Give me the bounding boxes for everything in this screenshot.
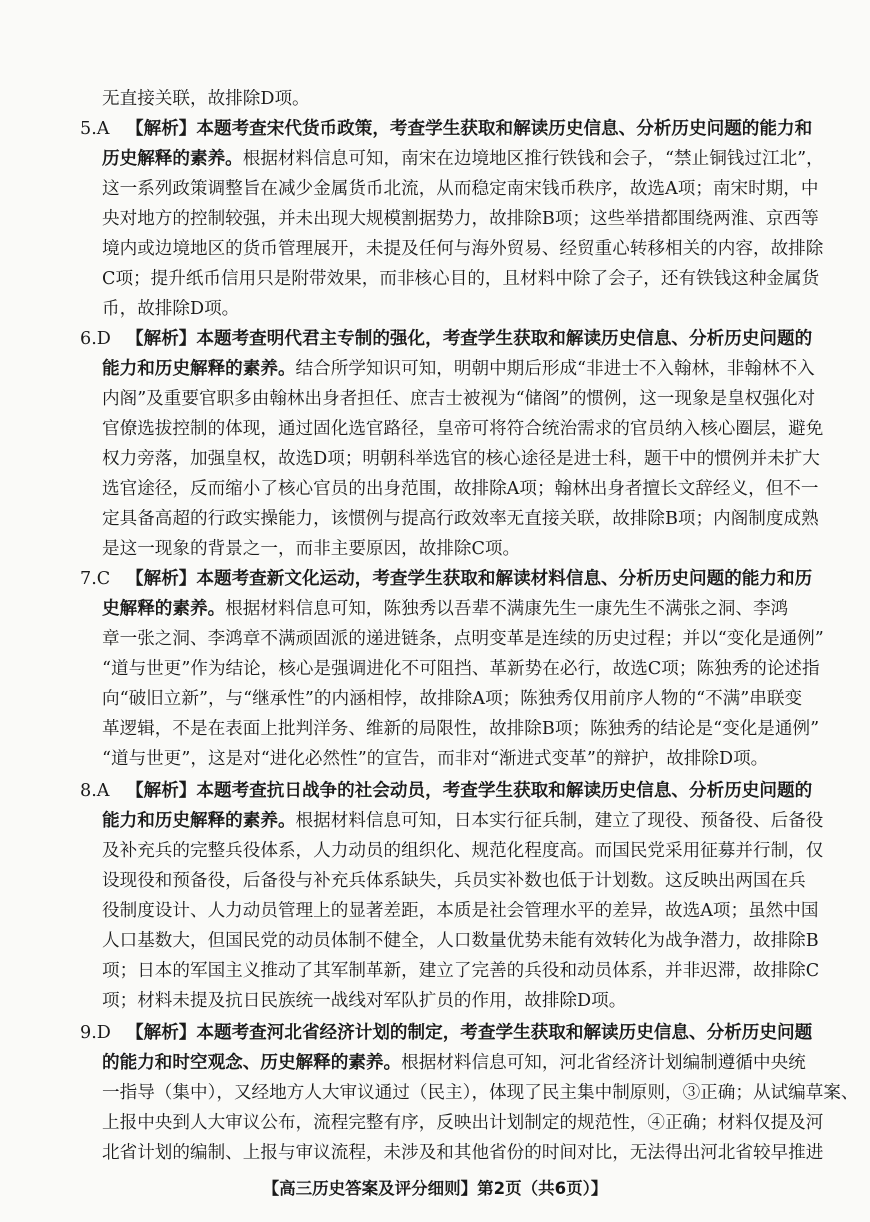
item-5-line: 央对地方的控制较强，并未出现大规模割据势力，故排除B项；这些举措都围绕两淮、京西等 <box>102 209 819 229</box>
item-8-line: 项；日本的军国主义推动了其军制革新，建立了完善的兵役和动员体系，并非迟滞，故排除C <box>102 961 820 981</box>
page-footer: 【高三历史答案及评分细则】第2页（共6页）】 <box>262 1179 608 1198</box>
item-6-line: 选官途径，反而缩小了核心官员的出身范围，故排除A项；翰林出身者擅长文辞经义，但不一 <box>102 479 819 499</box>
item-heading: 本题考查抗日战争的社会动员，考查学生获取和解读历史信息、分析历史问题的 <box>196 781 813 801</box>
item-6-line: 定具备高超的行政实操能力，该惯例与提高行政效率无直接关联，故排除B项；内阁制度成熟 <box>102 509 819 529</box>
analysis-tag: 【解析】 <box>126 329 197 349</box>
item-8-line: 项；材料未提及抗日民族统一战线对军队扩员的作用，故排除D项。 <box>102 991 627 1011</box>
item-9-line: 北省计划的编制、上报与审议流程，未涉及和其他省份的时间对比，无法得出河北省较早推进 <box>102 1143 824 1163</box>
item-number: 9.D <box>80 1023 111 1043</box>
item-8-line: 能力和历史解释的素养。根据材料信息可知，日本实行征兵制，建立了现役、预备役、后备役 <box>102 811 824 831</box>
item-8-lead <box>0 778 870 804</box>
item-heading: 本题考查新文化运动，考查学生获取和解读材料信息、分析历史问题的能力和历 <box>196 569 813 589</box>
item-5-line: C项；提升纸币信用只是附带效果，而非核心目的，且材料中除了会子，还有铁钱这种金属货 <box>102 269 820 289</box>
intro-line: 无直接关联，故排除D项。 <box>102 89 310 109</box>
item-heading: 本题考查宋代货币政策，考查学生获取和解读历史信息、分析历史问题的能力和 <box>196 119 813 139</box>
item-5-lead <box>0 116 870 142</box>
item-7-line: 向“破旧立新”，与“继承性”的内涵相悖，故排除A项；陈独秀仅用前序人物的“不满”串联变 <box>102 689 803 709</box>
item-7-line: 史解释的素养。根据材料信息可知，陈独秀以吾辈不满康先生一康先生不满张之洞、李鸿 <box>102 599 789 619</box>
item-6-line: 能力和历史解释的素养。结合所学知识可知，明朝中期后形成“非进士不入翰林，非翰林不入 <box>102 359 815 379</box>
analysis-tag: 【解析】 <box>126 569 197 589</box>
item-number: 7.C <box>80 569 111 589</box>
item-6-lead <box>0 326 870 352</box>
item-6-line: 是这一现象的背景之一，而非主要原因，故排除C项。 <box>102 539 521 559</box>
analysis-tag: 【解析】 <box>126 1023 197 1043</box>
analysis-tag: 【解析】 <box>126 781 197 801</box>
item-7-line: “道与世更”，这是对“进化必然性”的宣告，而非对“渐进式变革”的辩护，故排除D项。 <box>102 749 769 769</box>
item-heading: 本题考查河北省经济计划的制定，考查学生获取和解读历史信息、分析历史问题 <box>196 1023 813 1043</box>
item-8-line: 人口基数大，但国民党的动员体制不健全，人口数量优势未能有效转化为战争潜力，故排除B <box>102 931 819 951</box>
item-number: 6.D <box>80 329 111 349</box>
item-heading: 本题考查明代君主专制的强化，考查学生获取和解读历史信息、分析历史问题的 <box>196 329 813 349</box>
item-7-line: 革逻辑，不是在表面上批判洋务、维新的局限性，故排除B项；陈独秀的结论是“变化是通例” <box>102 719 820 739</box>
item-5-line: 这一系列政策调整旨在减少金属货币北流，从而稳定南宋钱币秩序，故选A项；南宋时期，中 <box>102 179 819 199</box>
item-6-line: 内阁”及重要官职多由翰林出身者担任、庶吉士被视为“储阁”的惯例，这一现象是皇权强化对 <box>102 389 816 409</box>
item-number: 5.A <box>80 119 110 139</box>
item-number: 8.A <box>80 781 110 801</box>
item-6-line: 权力旁落，加强皇权，故选D项；明朝科举选官的核心途径是进士科，题干中的惯例并未扩大 <box>102 449 820 469</box>
item-6-line: 官僚选拔控制的体现，通过固化选官路径，皇帝可将符合统治需求的官员纳入核心圈层，避免 <box>102 419 824 439</box>
item-9-line: 的能力和时空观念、历史解释的素养。根据材料信息可知，河北省经济计划编制遵循中央统 <box>102 1053 806 1073</box>
item-7-line: “道与世更”作为结论，核心是强调进化不可阻挡、革新势在必行，故选C项；陈独秀的论述指 <box>102 659 820 679</box>
item-8-line: 设现役和预备役，后备役与补充兵体系缺失，兵员实补数也低于计划数。这反映出两国在兵 <box>102 871 806 891</box>
item-5-line: 币，故排除D项。 <box>102 299 240 319</box>
item-9-line: 一指导（集中），又经地方人大审议通过（民主），体现了民主集中制原则，③正确；从试编草案、 <box>102 1083 859 1103</box>
item-9-lead <box>0 1020 870 1046</box>
analysis-tag: 【解析】 <box>126 119 197 139</box>
item-5-line: 历史解释的素养。根据材料信息可知，南宋在边境地区推行铁钱和会子，“禁止铜钱过江北”， <box>102 149 824 169</box>
item-8-line: 及补充兵的完整兵役体系，人力动员的组织化、规范化程度高。而国民党采用征募并行制，仅 <box>102 841 824 861</box>
item-7-lead <box>0 566 870 592</box>
item-9-line: 上报中央到人大审议公布，流程完整有序，反映出计划制定的规范性，④正确；材料仅提及河 <box>102 1113 824 1133</box>
item-5-line: 境内或边境地区的货币管理展开，未提及任何与海外贸易、经贸重心转移相关的内容，故排除 <box>102 239 824 259</box>
item-7-line: 章一张之洞、李鸿章不满顽固派的递进链条，点明变革是连续的历史过程；并以“变化是通例” <box>102 629 824 649</box>
item-8-line: 役制度设计、人力动员管理上的显著差距，本质是社会管理水平的差异，故选A项；虽然中国 <box>102 901 819 921</box>
